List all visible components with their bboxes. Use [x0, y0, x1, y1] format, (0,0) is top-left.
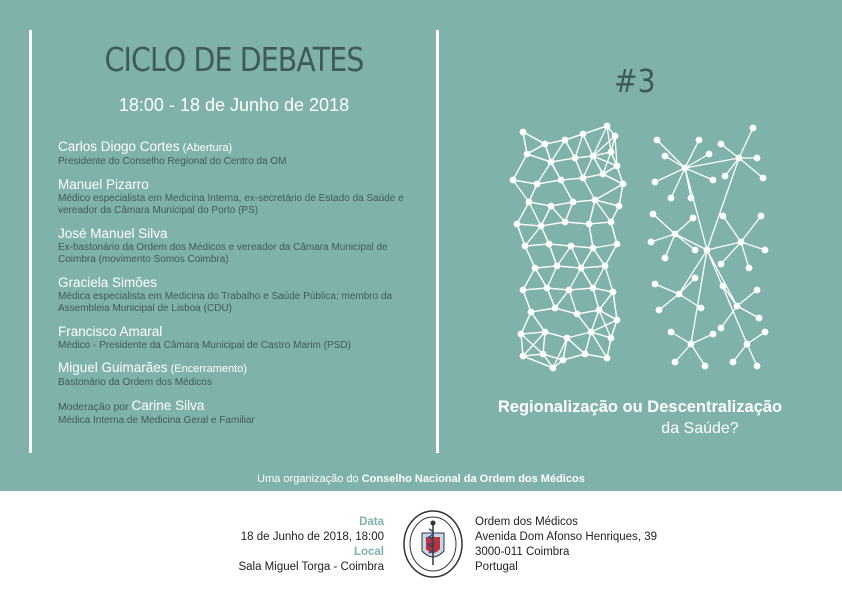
- network-node: [662, 153, 669, 160]
- network-node: [546, 241, 553, 248]
- network-node: [542, 141, 549, 148]
- network-node: [582, 351, 589, 358]
- network-node: [564, 335, 571, 342]
- network-node: [580, 131, 587, 138]
- network-node: [688, 195, 695, 202]
- network-node: [746, 265, 753, 272]
- speaker-entry: [58, 360, 418, 390]
- speaker-entry: [58, 177, 418, 218]
- speaker-name: Graciela Simões: [58, 274, 158, 290]
- network-node: [526, 199, 533, 206]
- network-node: [612, 133, 619, 140]
- network-node: [698, 305, 705, 312]
- address-block: [475, 515, 657, 575]
- network-node: [734, 303, 741, 310]
- network-node: [528, 309, 535, 316]
- network-node: [668, 195, 675, 202]
- network-node: [652, 281, 659, 288]
- network-node: [604, 355, 611, 362]
- speaker-entry: [58, 324, 418, 353]
- theme-title: Regionalização ou Descentralização: [497, 398, 783, 416]
- network-node: [652, 179, 659, 186]
- network-node: [650, 211, 657, 218]
- network-node: [592, 197, 599, 204]
- network-node: [602, 263, 609, 270]
- network-node: [570, 199, 577, 206]
- network-node: [704, 247, 711, 254]
- network-node: [532, 265, 539, 272]
- speaker-description: Bastonário da Ordem dos Médicos: [58, 377, 212, 388]
- network-node: [738, 239, 745, 246]
- network-node: [756, 315, 763, 322]
- center-divider: [436, 30, 439, 453]
- network-node: [750, 125, 757, 132]
- network-node: [718, 325, 725, 332]
- network-node: [518, 331, 525, 338]
- moderation-entry: [58, 398, 418, 428]
- speaker-entry: [58, 226, 418, 267]
- theme-subtitle: da Saúde?: [661, 420, 739, 437]
- event-details: [200, 515, 384, 575]
- organization-line: [0, 473, 842, 485]
- network-node: [596, 307, 603, 314]
- network-node: [590, 245, 597, 252]
- left-divider: [29, 30, 32, 453]
- network-node: [754, 363, 761, 370]
- network-node: [682, 165, 689, 172]
- network-node: [608, 149, 615, 156]
- network-node: [510, 177, 517, 184]
- network-node: [676, 291, 683, 298]
- network-node: [572, 155, 579, 162]
- network-node: [720, 213, 727, 220]
- network-node: [610, 289, 617, 296]
- speaker-name: Carlos Diogo Cortes: [58, 139, 180, 154]
- network-node: [574, 311, 581, 318]
- moderation-label: Moderação por: [58, 400, 132, 413]
- network-node: [554, 263, 561, 270]
- network-node: [558, 177, 565, 184]
- speaker-name: Francisco Amaral: [58, 323, 163, 339]
- speaker-name: José Manuel Silva: [58, 225, 168, 241]
- date-value: 18 de Junho de 2018, 18:00: [240, 531, 384, 543]
- network-node: [720, 283, 727, 290]
- network-node: [566, 287, 573, 294]
- network-node: [590, 153, 597, 160]
- organization-prefix: Uma organização do: [257, 473, 362, 485]
- network-node: [668, 329, 675, 336]
- network-node: [718, 141, 725, 148]
- network-node: [520, 129, 527, 136]
- network-node: [762, 329, 769, 336]
- network-node: [580, 175, 587, 182]
- network-node: [524, 151, 531, 158]
- network-node: [548, 159, 555, 166]
- network-node: [600, 171, 607, 178]
- network-node: [654, 137, 661, 144]
- network-node: [552, 305, 559, 312]
- network-node: [692, 247, 699, 254]
- network-node: [614, 163, 621, 170]
- address-line: 3000-011 Coimbra: [475, 546, 570, 558]
- network-node: [548, 203, 555, 210]
- moderator-description: Médica Interna de Medicina Geral e Familiar: [58, 414, 255, 426]
- event-datetime: 18:00 - 18 de Junho de 2018: [118, 95, 350, 115]
- network-node: [758, 213, 765, 220]
- network-node: [520, 287, 527, 294]
- network-node: [702, 363, 709, 370]
- network-node: [620, 181, 627, 188]
- network-node: [730, 359, 737, 366]
- speaker-name: Manuel Pizarro: [58, 176, 149, 192]
- speaker-name: Miguel Guimarães: [58, 360, 168, 375]
- organization-name: Conselho Nacional da Ordem dos Médicos: [361, 473, 585, 485]
- address-line: Avenida Dom Afonso Henriques, 39: [475, 531, 657, 543]
- network-node: [672, 359, 679, 366]
- network-node: [560, 357, 567, 364]
- speaker-entry: [58, 139, 418, 169]
- speaker-entry: [58, 275, 418, 316]
- speaker-note: (Abertura): [179, 142, 233, 154]
- network-node: [586, 221, 593, 228]
- network-node: [534, 181, 541, 188]
- network-node: [760, 175, 767, 182]
- network-node: [648, 239, 655, 246]
- speaker-description: Presidente do Conselho Regional do Centro da OM: [58, 156, 287, 167]
- speaker-description: Ex-bastonário da Ordem dos Médicos e vereador da Câmara Municipal de Coimbra (movimento Somos Coimbra): [58, 241, 388, 265]
- network-node: [736, 155, 743, 162]
- network-node: [662, 255, 669, 262]
- network-node: [540, 351, 547, 358]
- address-line: Portugal: [475, 561, 518, 573]
- network-node: [550, 365, 557, 372]
- network-node: [520, 353, 527, 360]
- network-node: [604, 123, 611, 130]
- network-node: [754, 155, 761, 162]
- network-node: [538, 223, 545, 230]
- network-node: [542, 329, 549, 336]
- address-line: Ordem dos Médicos: [475, 516, 578, 528]
- network-node: [608, 219, 615, 226]
- network-node: [710, 177, 717, 184]
- network-node: [614, 241, 621, 248]
- ordem-medicos-seal-icon: [402, 509, 464, 579]
- network-graphic: [495, 118, 785, 378]
- network-node: [718, 261, 725, 268]
- network-node: [692, 275, 699, 282]
- network-node: [696, 137, 703, 144]
- network-node: [656, 307, 663, 314]
- network-node: [614, 317, 621, 324]
- network-node: [562, 137, 569, 144]
- network-node: [522, 243, 529, 250]
- speaker-list: [58, 139, 418, 435]
- debate-number: #3: [614, 62, 656, 100]
- network-node: [568, 243, 575, 250]
- location-label: Local: [353, 546, 384, 558]
- network-node: [754, 287, 761, 294]
- network-node: [706, 151, 713, 158]
- network-node: [672, 231, 679, 238]
- speaker-note: (Encerramento): [167, 363, 248, 375]
- network-node: [514, 221, 521, 228]
- speaker-description: Médica especialista em Medicina do Trabalho e Saúde Pública; membro da Assembleia Municipal de Lisboa (CDU): [58, 290, 393, 314]
- event-title: CICLO DE DEBATES: [104, 40, 364, 79]
- network-node: [722, 173, 729, 180]
- network-node: [762, 247, 769, 254]
- network-node: [562, 219, 569, 226]
- network-node: [710, 331, 717, 338]
- date-label: Data: [359, 516, 384, 528]
- network-node: [608, 335, 615, 342]
- network-node: [590, 285, 597, 292]
- network-node: [544, 285, 551, 292]
- network-node: [616, 203, 623, 210]
- speaker-description: Médico - Presidente da Câmara Municipal de Castro Marim (PSD): [58, 339, 351, 351]
- network-node: [588, 329, 595, 336]
- moderator-name: Carine Silva: [131, 397, 205, 413]
- network-node: [744, 341, 751, 348]
- speaker-description: Médico especialista em Medicina Interna, ex-secretário de Estado da Saúde e vereador da Câmara Municipal do Porto (PS): [58, 192, 404, 216]
- location-value: Sala Miguel Torga - Coimbra: [238, 561, 384, 573]
- network-node: [690, 215, 697, 222]
- network-node: [688, 341, 695, 348]
- network-node: [578, 265, 585, 272]
